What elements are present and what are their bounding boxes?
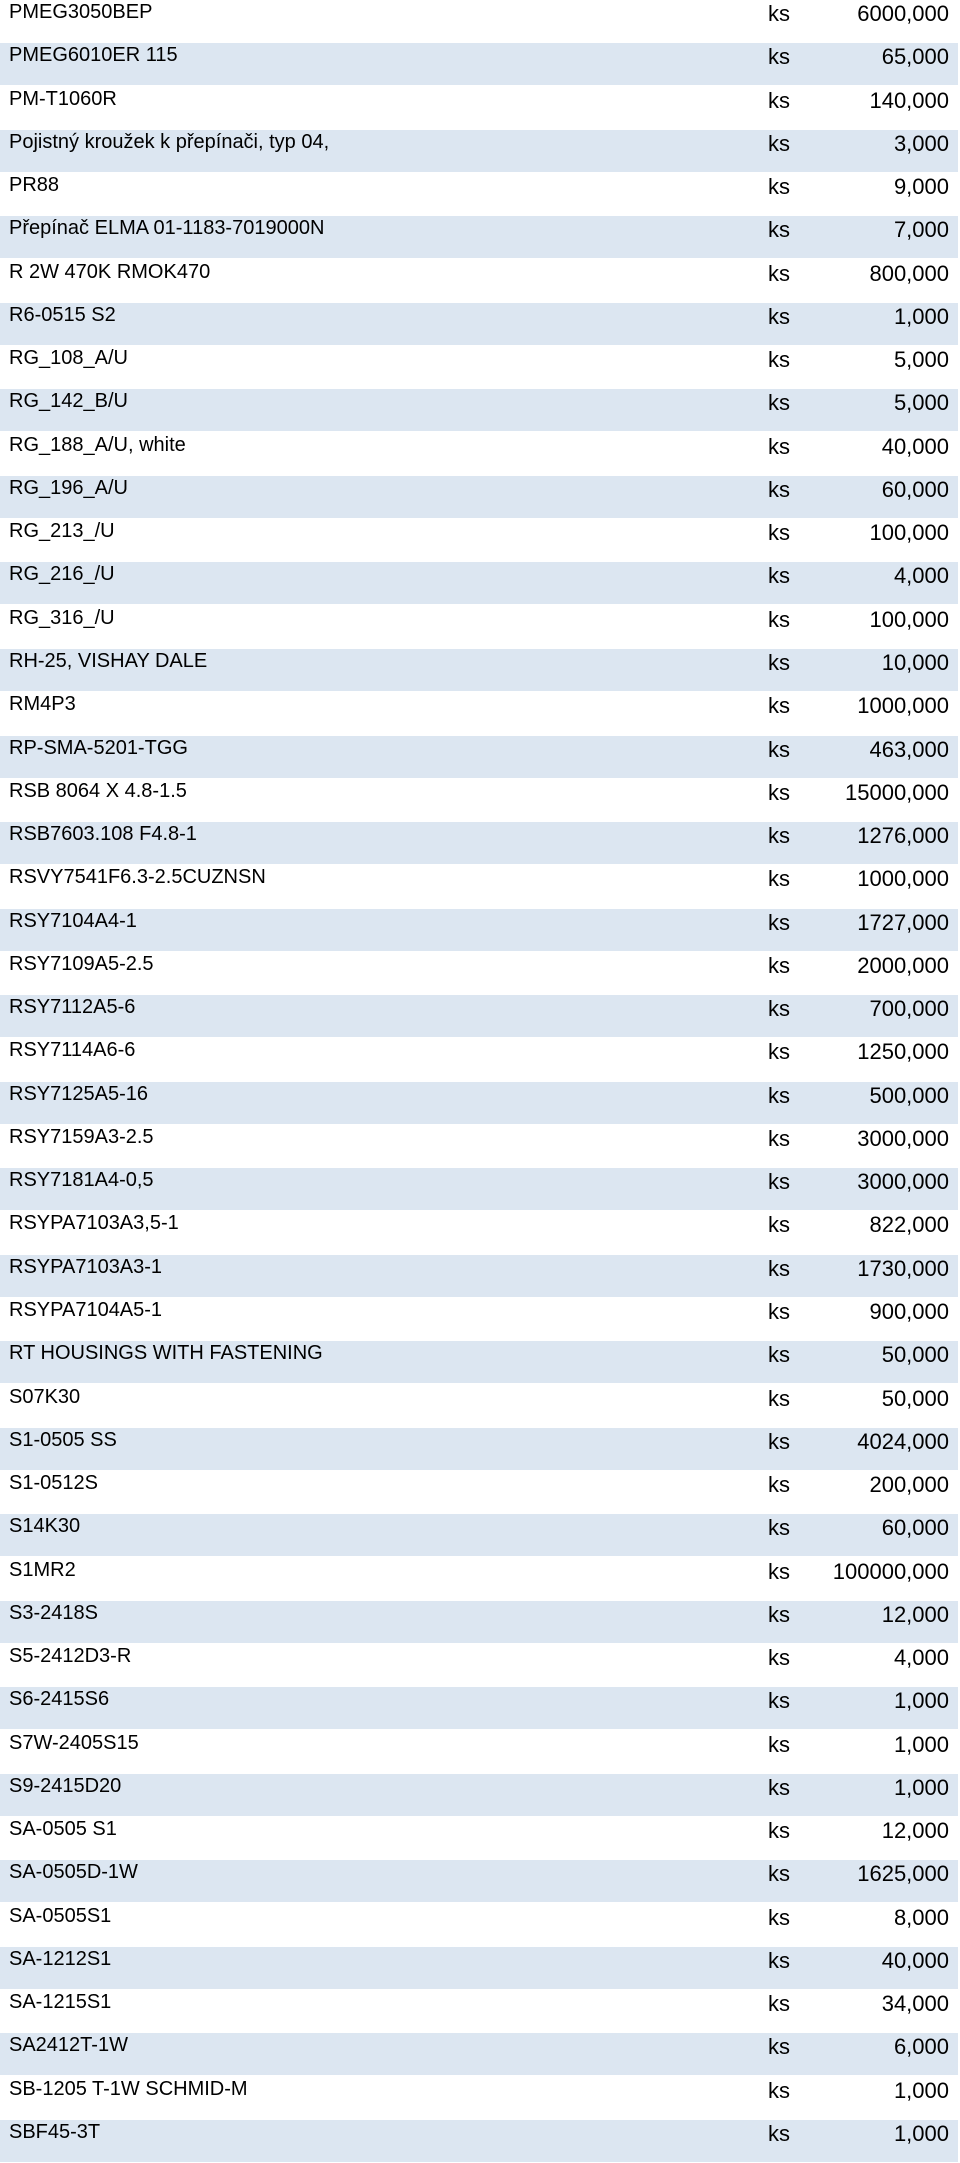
item-quantity: 1250,000	[857, 1039, 949, 1065]
item-unit: ks	[768, 44, 790, 70]
table-row	[0, 1990, 958, 2032]
table-row	[0, 909, 958, 951]
item-quantity: 6,000	[893, 2034, 949, 2060]
table-row	[0, 1385, 958, 1427]
item-quantity: 5,000	[893, 347, 949, 373]
item-name: RG_188_A/U, white	[9, 433, 186, 456]
item-name: S5-2412D3-R	[9, 1645, 132, 1668]
table-row	[0, 1082, 958, 1124]
table-row	[0, 1774, 958, 1816]
item-quantity: 1,000	[893, 1731, 949, 1757]
item-unit: ks	[768, 1428, 790, 1454]
item-name: S7W-2405S15	[9, 1731, 139, 1754]
item-quantity: 40,000	[881, 433, 949, 459]
item-unit: ks	[768, 996, 790, 1022]
item-unit: ks	[768, 520, 790, 546]
item-unit: ks	[768, 1558, 790, 1584]
item-unit: ks	[768, 1731, 790, 1757]
item-unit: ks	[768, 347, 790, 373]
item-quantity: 40,000	[881, 1947, 949, 1973]
item-name: RSYPA7104A5-1	[9, 1298, 163, 1321]
item-name: R6-0515 S2	[9, 303, 116, 326]
table-row	[0, 1471, 958, 1513]
table-row	[0, 1904, 958, 1946]
item-name: S9-2415D20	[9, 1774, 122, 1797]
item-name: R 2W 470K RMOK470	[9, 260, 211, 283]
item-name: RSY7159A3-2.5	[9, 1125, 154, 1148]
item-quantity: 4024,000	[857, 1428, 949, 1454]
item-unit: ks	[768, 1255, 790, 1281]
item-name: Přepínač ELMA 01-1183-7019000N	[9, 217, 325, 240]
item-name: RP-SMA-5201-TGG	[9, 736, 188, 759]
item-quantity: 100,000	[869, 520, 949, 546]
item-name: S1-0512S	[9, 1472, 98, 1495]
item-unit: ks	[768, 1818, 790, 1844]
table-row	[0, 1817, 958, 1859]
table-row	[0, 736, 958, 778]
item-name: RG_196_A/U	[9, 476, 128, 499]
item-name: RSY7104A4-1	[9, 909, 137, 932]
item-unit: ks	[768, 1342, 790, 1368]
table-row	[0, 779, 958, 821]
item-unit: ks	[768, 1515, 790, 1541]
item-name: RSB 8064 X 4.8-1.5	[9, 779, 187, 802]
table-row	[0, 433, 958, 475]
item-quantity: 1276,000	[857, 823, 949, 849]
item-name: SBF45-3T	[9, 2121, 101, 2144]
item-unit: ks	[768, 823, 790, 849]
item-unit: ks	[768, 1947, 790, 1973]
item-name: SA-1215S1	[9, 1991, 112, 2014]
item-unit: ks	[768, 1774, 790, 1800]
item-quantity: 3000,000	[857, 1125, 949, 1151]
table-row	[0, 2120, 958, 2162]
item-quantity: 12,000	[881, 1818, 949, 1844]
item-name: SA-1212S1	[9, 1947, 112, 1970]
table-row	[0, 1860, 958, 1902]
item-unit: ks	[768, 174, 790, 200]
item-unit: ks	[768, 1385, 790, 1411]
item-quantity: 4,000	[893, 563, 949, 589]
item-name: S14K30	[9, 1515, 81, 1538]
item-unit: ks	[768, 1169, 790, 1195]
item-quantity: 12,000	[881, 1601, 949, 1627]
item-quantity: 9,000	[893, 174, 949, 200]
item-unit: ks	[768, 1991, 790, 2017]
table-row	[0, 1514, 958, 1556]
item-quantity: 60,000	[881, 476, 949, 502]
item-unit: ks	[768, 1298, 790, 1324]
item-unit: ks	[768, 1601, 790, 1627]
item-name: RSYPA7103A3-1	[9, 1255, 163, 1278]
item-name: RSY7114A6-6	[9, 1039, 136, 1062]
item-name: RG_142_B/U	[9, 390, 128, 413]
item-name: RG_216_/U	[9, 563, 115, 586]
item-name: RSY7181A4-0,5	[9, 1169, 154, 1192]
table-row	[0, 303, 958, 345]
item-name: SB-1205 T-1W SCHMID-M	[9, 2077, 248, 2100]
item-quantity: 60,000	[881, 1515, 949, 1541]
table-row	[0, 1211, 958, 1253]
item-name: SA-0505D-1W	[9, 1861, 138, 1884]
table-row	[0, 173, 958, 215]
item-quantity: 8,000	[893, 1904, 949, 1930]
table-row	[0, 952, 958, 994]
item-quantity: 1000,000	[857, 866, 949, 892]
item-unit: ks	[768, 866, 790, 892]
item-unit: ks	[768, 217, 790, 243]
item-quantity: 6000,000	[857, 1, 949, 26]
item-unit: ks	[768, 909, 790, 935]
item-name: RSVY7541F6.3-2.5CUZNSN	[9, 866, 266, 889]
table-row	[0, 1601, 958, 1643]
item-quantity: 1000,000	[857, 693, 949, 719]
item-unit: ks	[768, 87, 790, 113]
item-name: PMEG3050BEP	[9, 1, 153, 23]
item-unit: ks	[768, 433, 790, 459]
item-unit: ks	[768, 130, 790, 156]
item-unit: ks	[768, 2121, 790, 2147]
item-unit: ks	[768, 1861, 790, 1887]
item-unit: ks	[768, 736, 790, 762]
table-row	[0, 1428, 958, 1470]
item-name: RSY7125A5-16	[9, 1082, 148, 1105]
item-name: S1-0505 SS	[9, 1428, 117, 1451]
item-unit: ks	[768, 390, 790, 416]
item-quantity: 1,000	[893, 1774, 949, 1800]
item-quantity: 4,000	[893, 1645, 949, 1671]
item-unit: ks	[768, 1, 790, 26]
item-unit: ks	[768, 260, 790, 286]
table-row	[0, 346, 958, 388]
item-name: RSY7109A5-2.5	[9, 952, 154, 975]
item-unit: ks	[768, 476, 790, 502]
item-quantity: 1,000	[893, 2121, 949, 2147]
table-row	[0, 216, 958, 258]
item-quantity: 3,000	[893, 130, 949, 156]
item-quantity: 800,000	[869, 260, 949, 286]
item-name: RG_316_/U	[9, 606, 115, 629]
table-row	[0, 649, 958, 691]
item-quantity: 1,000	[893, 1688, 949, 1714]
item-quantity: 200,000	[869, 1472, 949, 1498]
item-name: PMEG6010ER 115	[9, 44, 178, 67]
item-quantity: 1625,000	[857, 1861, 949, 1887]
table-row	[0, 389, 958, 431]
item-name: S1MR2	[9, 1558, 76, 1581]
item-name: RM4P3	[9, 693, 76, 716]
item-name: PM-T1060R	[9, 87, 117, 110]
item-quantity: 2000,000	[857, 952, 949, 978]
item-quantity: 1,000	[893, 2077, 949, 2103]
table-row	[0, 476, 958, 518]
item-quantity: 1727,000	[857, 909, 949, 935]
item-unit: ks	[768, 606, 790, 632]
item-unit: ks	[768, 779, 790, 805]
table-row	[0, 692, 958, 734]
item-unit: ks	[768, 563, 790, 589]
table-row	[0, 1038, 958, 1080]
item-unit: ks	[768, 952, 790, 978]
item-quantity: 1,000	[893, 303, 949, 329]
item-quantity: 822,000	[869, 1212, 949, 1238]
item-quantity: 140,000	[869, 87, 949, 113]
table-row	[0, 1731, 958, 1773]
table-row	[0, 1644, 958, 1686]
item-name: S07K30	[9, 1385, 81, 1408]
table-row	[0, 1125, 958, 1167]
item-name: S6-2415S6	[9, 1688, 110, 1711]
item-quantity: 700,000	[869, 996, 949, 1022]
item-unit: ks	[768, 1082, 790, 1108]
item-unit: ks	[768, 2034, 790, 2060]
item-unit: ks	[768, 693, 790, 719]
item-quantity: 100000,000	[832, 1558, 949, 1584]
item-name: RH-25, VISHAY DALE	[9, 649, 208, 672]
table-row	[0, 995, 958, 1037]
item-unit: ks	[768, 1125, 790, 1151]
table-row	[0, 562, 958, 604]
item-name: S3-2418S	[9, 1601, 98, 1624]
table-row	[0, 1947, 958, 1989]
item-name: RT HOUSINGS WITH FASTENING	[9, 1342, 323, 1365]
table-row	[0, 865, 958, 907]
table-row	[0, 2077, 958, 2119]
item-name: SA2412T-1W	[9, 2034, 128, 2057]
item-name: RSY7112A5-6	[9, 996, 136, 1019]
item-quantity: 10,000	[881, 649, 949, 675]
item-unit: ks	[768, 303, 790, 329]
item-name: PR88	[9, 174, 60, 197]
item-quantity: 1730,000	[857, 1255, 949, 1281]
table-row	[0, 1168, 958, 1210]
item-name: RG_213_/U	[9, 520, 115, 543]
table-row	[0, 87, 958, 129]
item-quantity: 463,000	[869, 736, 949, 762]
item-unit: ks	[768, 1039, 790, 1065]
table-row	[0, 519, 958, 561]
item-unit: ks	[768, 1688, 790, 1714]
table-row	[0, 1558, 958, 1600]
table-row	[0, 1255, 958, 1297]
table-row	[0, 1687, 958, 1729]
item-unit: ks	[768, 2077, 790, 2103]
table-row	[0, 606, 958, 648]
item-quantity: 3000,000	[857, 1169, 949, 1195]
item-name: RG_108_A/U	[9, 347, 128, 370]
table-row	[0, 130, 958, 172]
item-quantity: 7,000	[893, 217, 949, 243]
table-row	[0, 1341, 958, 1383]
item-unit: ks	[768, 1645, 790, 1671]
item-name: RSB7603.108 F4.8-1	[9, 823, 197, 846]
item-unit: ks	[768, 1904, 790, 1930]
item-quantity: 100,000	[869, 606, 949, 632]
table-row	[0, 260, 958, 302]
item-quantity: 65,000	[881, 44, 949, 70]
item-name: SA-0505S1	[9, 1904, 112, 1927]
item-unit: ks	[768, 1472, 790, 1498]
item-unit: ks	[768, 649, 790, 675]
table-row	[0, 0, 958, 42]
item-name: Pojistný kroužek k přepínači, typ 04,	[9, 130, 330, 153]
item-quantity: 50,000	[881, 1385, 949, 1411]
item-name: RSYPA7103A3,5-1	[9, 1212, 179, 1235]
table-row	[0, 2033, 958, 2075]
item-unit: ks	[768, 1212, 790, 1238]
item-quantity: 5,000	[893, 390, 949, 416]
item-quantity: 50,000	[881, 1342, 949, 1368]
table-row	[0, 1298, 958, 1340]
item-name: SA-0505 S1	[9, 1818, 117, 1841]
item-quantity: 900,000	[869, 1298, 949, 1324]
item-quantity: 34,000	[881, 1991, 949, 2017]
item-quantity: 15000,000	[845, 779, 949, 805]
table-row	[0, 822, 958, 864]
table-row	[0, 43, 958, 85]
item-quantity: 500,000	[869, 1082, 949, 1108]
